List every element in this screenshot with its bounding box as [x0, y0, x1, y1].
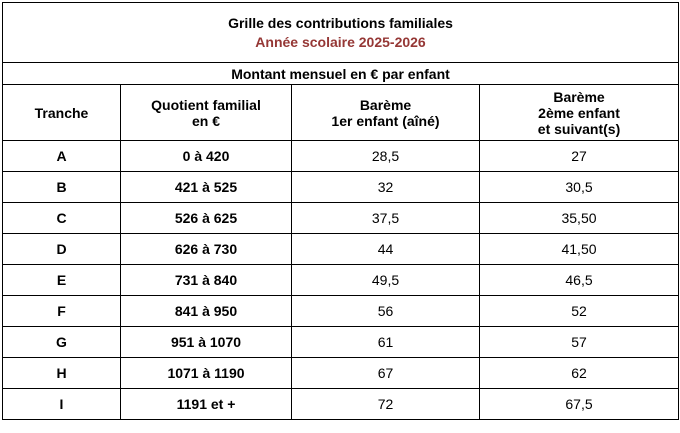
tranche-cell: D [3, 234, 121, 265]
quotient-cell: 526 à 625 [121, 203, 292, 234]
table-row [3, 296, 679, 327]
bareme-2-cell: 57 [480, 327, 679, 358]
tranche-cell: I [3, 389, 121, 420]
table-subtitle: Année scolaire 2025-2026 [255, 33, 426, 50]
title-block [3, 3, 679, 63]
bareme-2-cell: 62 [480, 358, 679, 389]
bareme-1-cell: 67 [292, 358, 480, 389]
tranche-cell: A [3, 141, 121, 172]
table-row [3, 141, 679, 172]
tranche-cell: E [3, 265, 121, 296]
bareme-2-cell: 35,50 [480, 203, 679, 234]
bareme-1-cell: 37,5 [292, 203, 480, 234]
tranche-cell: G [3, 327, 121, 358]
bareme-1-cell: 56 [292, 296, 480, 327]
bareme-2-cell: 46,5 [480, 265, 679, 296]
bareme-2-cell: 41,50 [480, 234, 679, 265]
bareme-2-cell: 30,5 [480, 172, 679, 203]
table-row [3, 172, 679, 203]
tranche-cell: B [3, 172, 121, 203]
col-header-quotient: Quotient familial en € [121, 85, 292, 141]
col-header-bareme-1: Barème 1er enfant (aîné) [292, 85, 480, 141]
table-body [3, 141, 679, 420]
quotient-cell: 0 à 420 [121, 141, 292, 172]
quotient-cell: 1191 et + [121, 389, 292, 420]
col-header-bareme-2: Barème 2ème enfant et suivant(s) [480, 85, 679, 141]
table-title: Grille des contributions familiales [228, 14, 453, 31]
tranche-cell: C [3, 203, 121, 234]
bareme-1-cell: 49,5 [292, 265, 480, 296]
contributions-table [2, 2, 679, 420]
table-row [3, 234, 679, 265]
quotient-cell: 841 à 950 [121, 296, 292, 327]
tranche-cell: H [3, 358, 121, 389]
quotient-cell: 421 à 525 [121, 172, 292, 203]
bareme-1-cell: 32 [292, 172, 480, 203]
bareme-2-cell: 27 [480, 141, 679, 172]
quotient-cell: 731 à 840 [121, 265, 292, 296]
bareme-1-cell: 72 [292, 389, 480, 420]
col-header-tranche: Tranche [3, 85, 121, 141]
bareme-1-cell: 28,5 [292, 141, 480, 172]
bareme-1-cell: 61 [292, 327, 480, 358]
table-row [3, 203, 679, 234]
table-row [3, 265, 679, 296]
bareme-2-cell: 52 [480, 296, 679, 327]
table-row [3, 389, 679, 420]
table-row [3, 358, 679, 389]
quotient-cell: 626 à 730 [121, 234, 292, 265]
quotient-cell: 951 à 1070 [121, 327, 292, 358]
tranche-cell: F [3, 296, 121, 327]
quotient-cell: 1071 à 1190 [121, 358, 292, 389]
table-row [3, 327, 679, 358]
bareme-2-cell: 67,5 [480, 389, 679, 420]
bareme-1-cell: 44 [292, 234, 480, 265]
table-subheader: Montant mensuel en € par enfant [3, 63, 679, 85]
